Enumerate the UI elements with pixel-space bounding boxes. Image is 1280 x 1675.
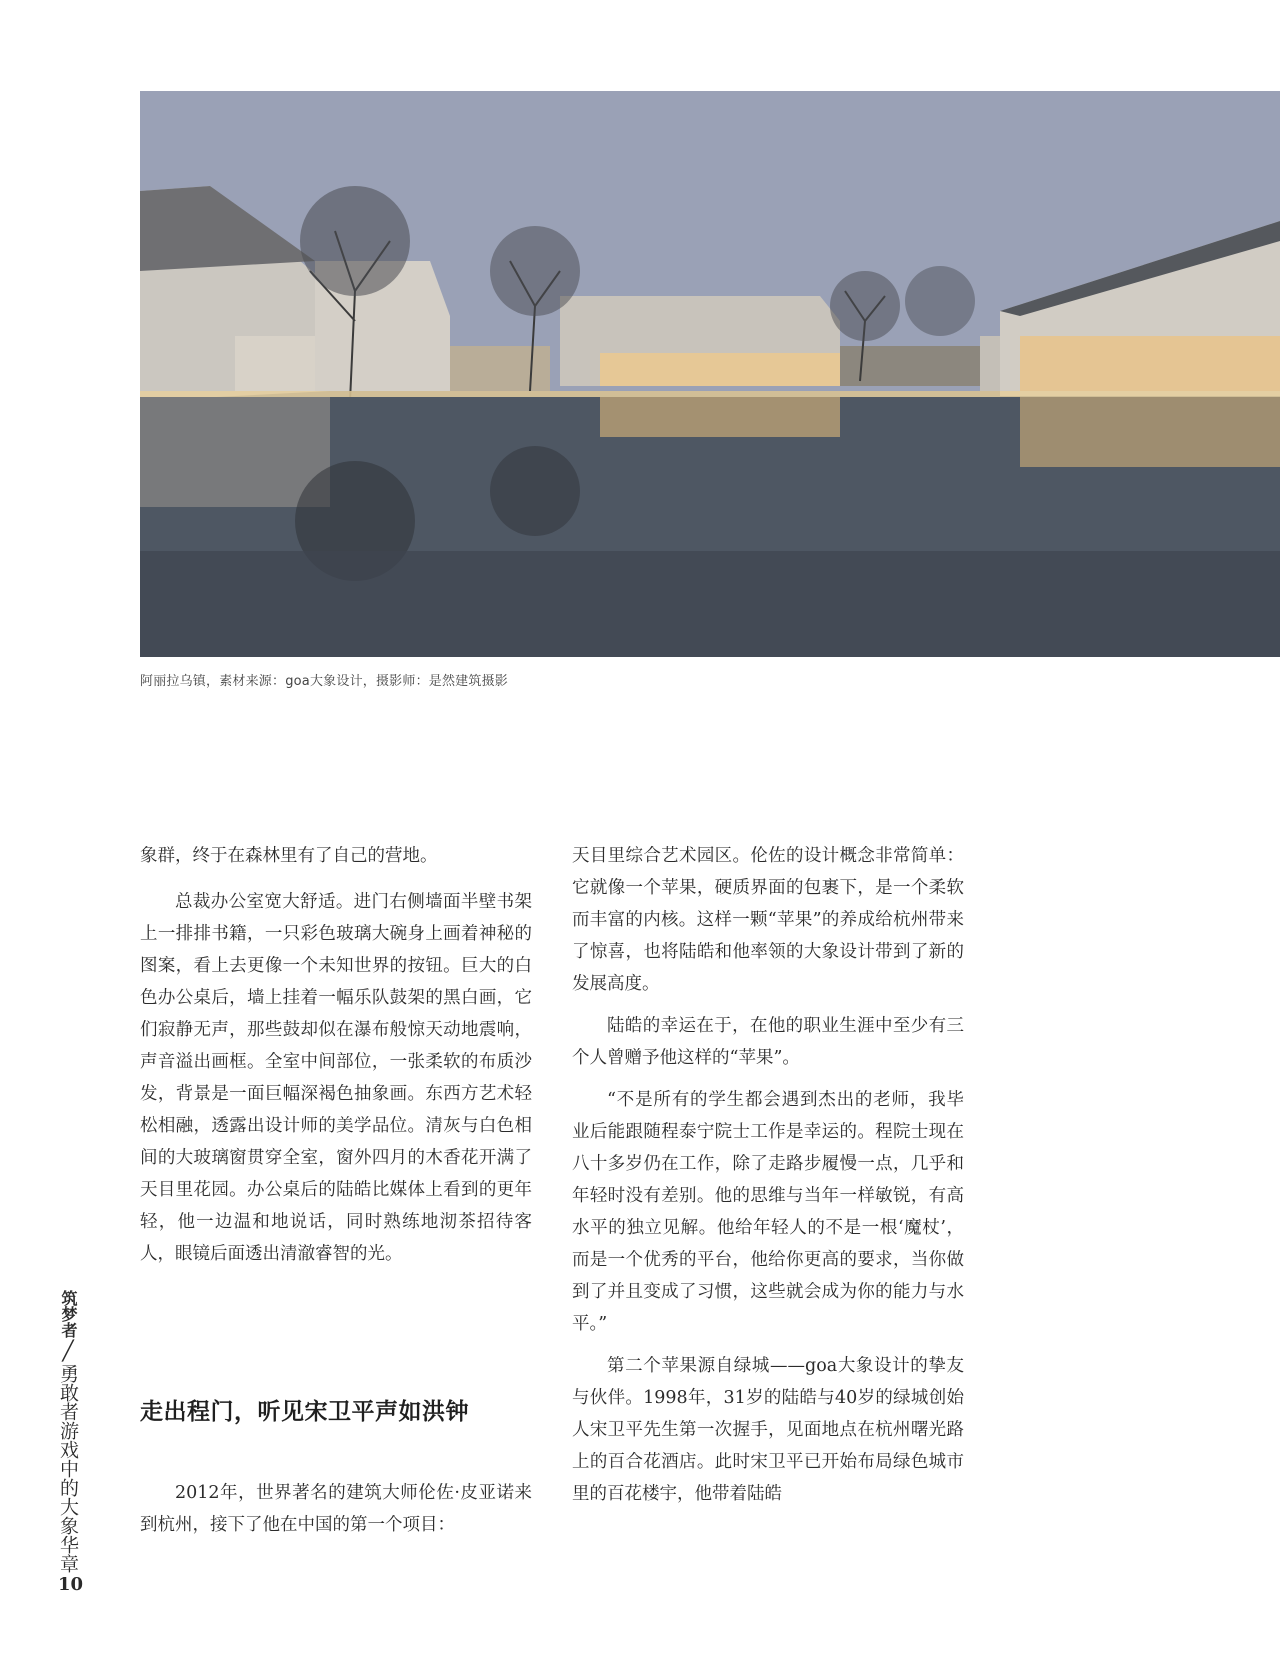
photo-caption: 阿丽拉乌镇，素材来源：goa大象设计，摄影师：是然建筑摄影	[140, 674, 508, 689]
photo-illustration	[140, 91, 1280, 657]
column-left-bottom	[140, 1477, 532, 1541]
paragraph: 总裁办公室宽大舒适。进门右侧墙面半壁书架上一排排书籍，一只彩色玻璃大碗身上画着神秘的图案，看上去更像一个未知世界的按钮。巨大的白色办公桌后，墙上挂着一幅乐队鼓架的黑白画，它们寂静无声，那些鼓却似在瀑布般惊天动地震响，声音溢出画框。全室中间部位，一张柔软的布质沙发，背景是一面巨幅深褐色抽象画。东西方艺术轻松相融，透露出设计师的美学品位。清灰与白色相间的大玻璃窗贯穿全室，窗外四月的木香花开满了天目里花园。办公桌后的陆皓比媒体上看到的更年轻，他一边温和地说话，同时熟练地沏茶招待客人，眼镜后面透出清澈睿智的光。	[140, 892, 532, 1264]
courtyard-photo	[140, 91, 1280, 657]
paragraph: 象群，终于在森林里有了自己的营地。	[140, 846, 438, 866]
paragraph: 第二个苹果源自绿城——goa大象设计的挚友与伙伴。1998年，31岁的陆皓与40岁的绿城创始人宋卫平先生第一次握手，见面地点在杭州曙光路上的百合花酒店。此时宋卫平已开始布局绿色城市里的百花楼宇，他带着陆皓	[572, 1356, 964, 1504]
running-header	[55, 1290, 81, 1573]
paragraph: “不是所有的学生都会遇到杰出的老师，我毕业后能跟随程泰宁院士工作是幸运的。程院士现在八十多岁仍在工作，除了走路步履慢一点，几乎和年轻时没有差别。他的思维与当年一样敏锐，有高水平的独立见解。他给年轻人的不是一根‘魔杖’，而是一个优秀的平台，他给你更高的要求，当你做到了并且变成了习惯，这些就会成为你的能力与水平。”	[572, 1090, 964, 1334]
paragraph: 天目里综合艺术园区。伦佐的设计概念非常简单：它就像一个苹果，硬质界面的包裹下，是一个柔软而丰富的内核。这样一颗“苹果”的养成给杭州带来了惊喜，也将陆皓和他率领的大象设计带到了新的发展高度。	[572, 846, 964, 994]
paragraph: 陆皓的幸运在于，在他的职业生涯中至少有三个人曾赠予他这样的“苹果”。	[572, 1016, 964, 1068]
separator: ╱	[57, 1340, 79, 1362]
column-right	[572, 840, 964, 1510]
article-title: 勇敢者游戏中的大象华章	[57, 1364, 79, 1573]
column-left-top	[140, 840, 532, 1270]
paragraph: 2012年，世界著名的建筑大师伦佐·皮亚诺来到杭州，接下了他在中国的第一个项目：	[140, 1483, 532, 1535]
page-number: 10	[58, 1574, 84, 1595]
section-name: 筑梦者	[59, 1290, 78, 1338]
section-heading: 走出程门，听见宋卫平声如洪钟	[140, 1398, 469, 1425]
